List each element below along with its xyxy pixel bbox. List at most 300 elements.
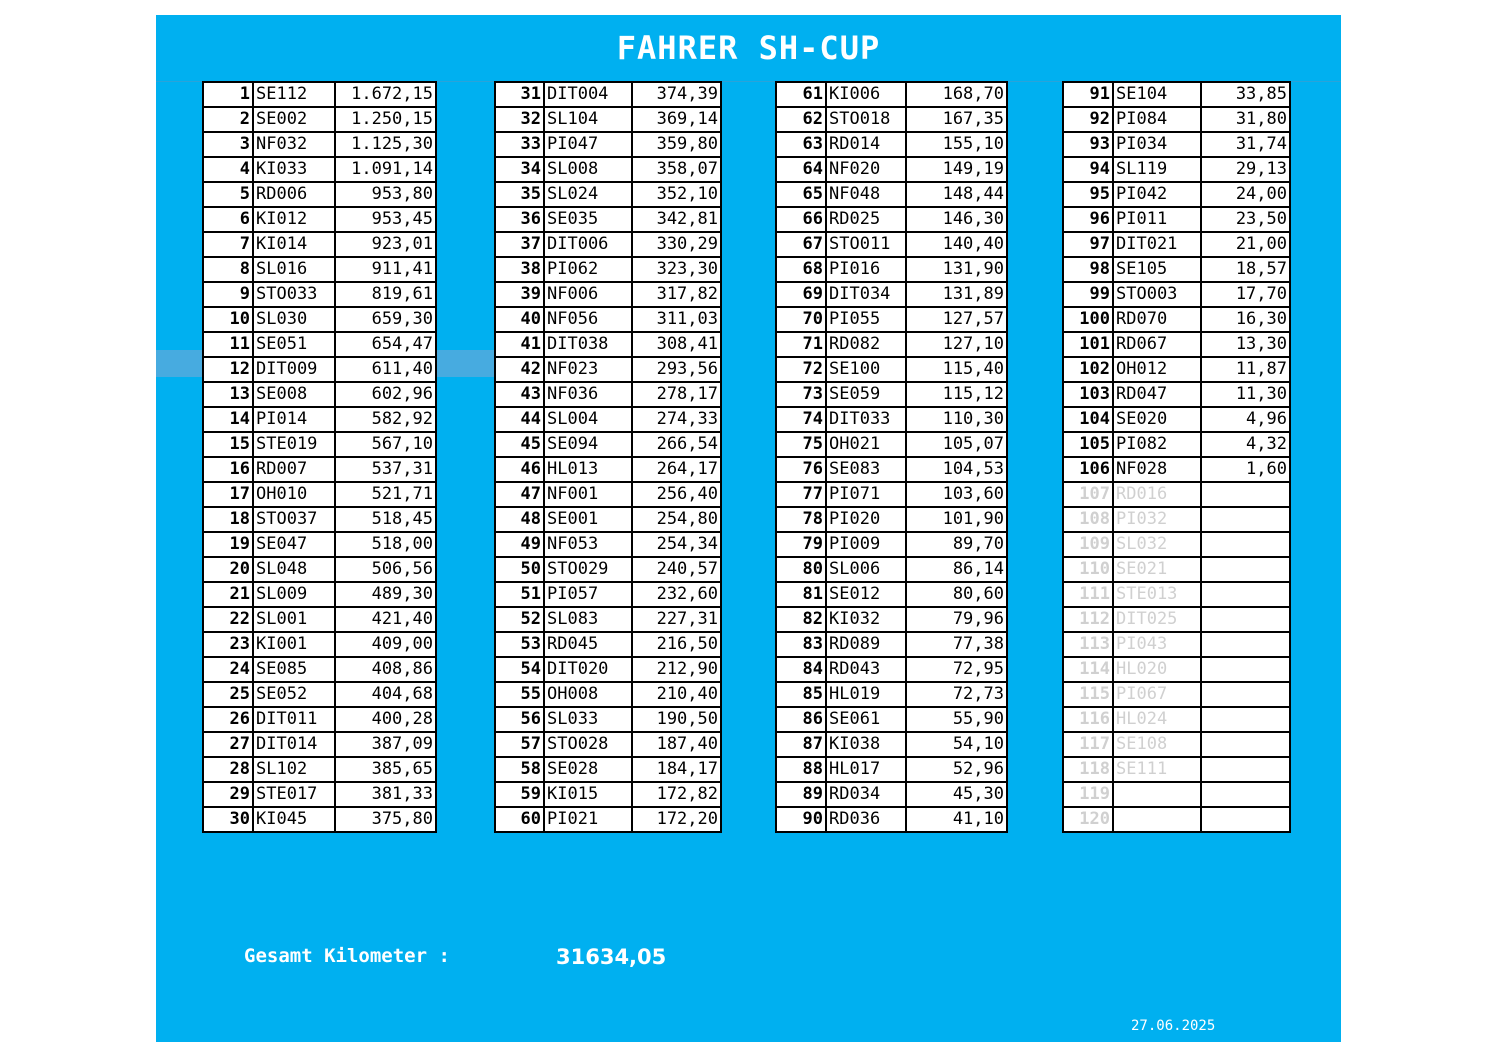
kilometer-cell: 567,10: [335, 432, 436, 457]
driver-code-cell: KI033: [253, 157, 335, 182]
table-row: [776, 407, 1007, 432]
rank-cell: 33: [495, 132, 544, 157]
driver-code-cell: NF048: [826, 182, 906, 207]
driver-code-cell: NF006: [544, 282, 632, 307]
rank-cell: 16: [203, 457, 253, 482]
rank-cell: 86: [776, 707, 826, 732]
rank-cell: 72: [776, 357, 826, 382]
rank-cell: 102: [1063, 357, 1113, 382]
kilometer-cell: 24,00: [1201, 182, 1290, 207]
kilometer-cell: 1.250,15: [335, 107, 436, 132]
driver-code-cell: PI011: [1113, 207, 1201, 232]
table-row: [495, 282, 721, 307]
ranking-table-1: [202, 81, 437, 833]
kilometer-cell: 105,07: [906, 432, 1007, 457]
rank-cell: 27: [203, 732, 253, 757]
table-row: [1063, 432, 1290, 457]
kilometer-cell: 54,10: [906, 732, 1007, 757]
driver-code-cell: NF023: [544, 357, 632, 382]
rank-cell: 97: [1063, 232, 1113, 257]
table-row: [203, 307, 436, 332]
kilometer-cell: 168,70: [906, 82, 1007, 107]
rank-cell: 83: [776, 632, 826, 657]
table-row: [1063, 657, 1290, 682]
rank-cell: 70: [776, 307, 826, 332]
rank-cell: 49: [495, 532, 544, 557]
standings-sheet: [156, 15, 1341, 1042]
driver-code-cell: RD082: [826, 332, 906, 357]
driver-code-cell: SL119: [1113, 157, 1201, 182]
table-row: [1063, 307, 1290, 332]
driver-code-cell: RD006: [253, 182, 335, 207]
rank-cell: 67: [776, 232, 826, 257]
table-row: [776, 207, 1007, 232]
kilometer-cell: 582,92: [335, 407, 436, 432]
kilometer-cell: 264,17: [632, 457, 721, 482]
driver-code-cell: RD036: [826, 807, 906, 832]
kilometer-cell: 31,74: [1201, 132, 1290, 157]
kilometer-cell: 210,40: [632, 682, 721, 707]
driver-code-cell: DIT021: [1113, 232, 1201, 257]
rank-cell: 21: [203, 582, 253, 607]
kilometer-cell: 13,30: [1201, 332, 1290, 357]
table-row: [776, 232, 1007, 257]
kilometer-cell: 342,81: [632, 207, 721, 232]
driver-code-cell: HL019: [826, 682, 906, 707]
table-row: [495, 232, 721, 257]
table-row: [495, 132, 721, 157]
driver-code-cell: RD014: [826, 132, 906, 157]
rank-cell: 1: [203, 82, 253, 107]
driver-code-cell: PI082: [1113, 432, 1201, 457]
driver-code-cell: SL024: [544, 182, 632, 207]
kilometer-cell: 148,44: [906, 182, 1007, 207]
driver-code-cell: SE028: [544, 757, 632, 782]
table-row: [776, 507, 1007, 532]
table-row: [203, 757, 436, 782]
rank-cell: 82: [776, 607, 826, 632]
ranking-table-4: [1062, 81, 1291, 833]
kilometer-cell: 31,80: [1201, 107, 1290, 132]
table-row: [776, 757, 1007, 782]
kilometer-cell: 115,12: [906, 382, 1007, 407]
table-row: [776, 732, 1007, 757]
rank-cell: 59: [495, 782, 544, 807]
rank-cell: 46: [495, 457, 544, 482]
rank-cell: 106: [1063, 457, 1113, 482]
table-row: [495, 432, 721, 457]
driver-code-cell: PI071: [826, 482, 906, 507]
kilometer-cell: 29,13: [1201, 157, 1290, 182]
kilometer-cell: [1201, 582, 1290, 607]
rank-cell: 61: [776, 82, 826, 107]
kilometer-cell: [1201, 657, 1290, 682]
rank-cell: 5: [203, 182, 253, 207]
driver-code-cell: NF020: [826, 157, 906, 182]
table-row: [495, 532, 721, 557]
kilometer-cell: 110,30: [906, 407, 1007, 432]
kilometer-cell: 127,57: [906, 307, 1007, 332]
kilometer-cell: 104,53: [906, 457, 1007, 482]
driver-code-cell: HL020: [1113, 657, 1201, 682]
kilometer-cell: [1201, 807, 1290, 832]
kilometer-cell: 103,60: [906, 482, 1007, 507]
driver-code-cell: SE111: [1113, 757, 1201, 782]
driver-code-cell: NF001: [544, 482, 632, 507]
table-row: [203, 507, 436, 532]
kilometer-cell: 33,85: [1201, 82, 1290, 107]
rank-cell: 85: [776, 682, 826, 707]
driver-code-cell: DIT006: [544, 232, 632, 257]
driver-code-cell: DIT033: [826, 407, 906, 432]
driver-code-cell: NF028: [1113, 457, 1201, 482]
driver-code-cell: SE008: [253, 382, 335, 407]
rank-cell: 75: [776, 432, 826, 457]
rank-cell: 51: [495, 582, 544, 607]
kilometer-cell: [1201, 782, 1290, 807]
rank-cell: 92: [1063, 107, 1113, 132]
rank-cell: 117: [1063, 732, 1113, 757]
table-row: [495, 557, 721, 582]
kilometer-cell: 1.672,15: [335, 82, 436, 107]
kilometer-cell: 654,47: [335, 332, 436, 357]
kilometer-cell: 187,40: [632, 732, 721, 757]
kilometer-cell: 4,96: [1201, 407, 1290, 432]
kilometer-cell: 21,00: [1201, 232, 1290, 257]
rank-cell: 39: [495, 282, 544, 307]
rank-cell: 73: [776, 382, 826, 407]
table-row: [776, 307, 1007, 332]
rank-cell: 119: [1063, 782, 1113, 807]
table-row: [495, 782, 721, 807]
rank-cell: 15: [203, 432, 253, 457]
rank-cell: 20: [203, 557, 253, 582]
table-row: [495, 607, 721, 632]
kilometer-cell: 72,95: [906, 657, 1007, 682]
kilometer-cell: 184,17: [632, 757, 721, 782]
table-row: [495, 807, 721, 832]
rank-cell: 74: [776, 407, 826, 432]
rank-cell: 96: [1063, 207, 1113, 232]
driver-code-cell: NF056: [544, 307, 632, 332]
driver-code-cell: DIT038: [544, 332, 632, 357]
table-row: [203, 82, 436, 107]
driver-code-cell: STO028: [544, 732, 632, 757]
table-row: [776, 157, 1007, 182]
rank-cell: 36: [495, 207, 544, 232]
table-row: [203, 107, 436, 132]
rank-cell: 50: [495, 557, 544, 582]
table-row: [1063, 207, 1290, 232]
driver-code-cell: RD067: [1113, 332, 1201, 357]
kilometer-cell: 323,30: [632, 257, 721, 282]
kilometer-cell: 400,28: [335, 707, 436, 732]
driver-code-cell: PI047: [544, 132, 632, 157]
kilometer-cell: 1.091,14: [335, 157, 436, 182]
rank-cell: 93: [1063, 132, 1113, 157]
table-row: [776, 807, 1007, 832]
table-row: [203, 657, 436, 682]
driver-code-cell: SL032: [1113, 532, 1201, 557]
driver-code-cell: NF032: [253, 132, 335, 157]
table-row: [776, 657, 1007, 682]
kilometer-cell: 11,87: [1201, 357, 1290, 382]
driver-code-cell: SE104: [1113, 82, 1201, 107]
table-row: [203, 457, 436, 482]
driver-code-cell: RD070: [1113, 307, 1201, 332]
rank-cell: 108: [1063, 507, 1113, 532]
kilometer-cell: 131,90: [906, 257, 1007, 282]
table-row: [776, 682, 1007, 707]
table-row: [1063, 82, 1290, 107]
driver-code-cell: RD089: [826, 632, 906, 657]
driver-code-cell: DIT011: [253, 707, 335, 732]
rank-cell: 101: [1063, 332, 1113, 357]
driver-code-cell: PI042: [1113, 182, 1201, 207]
driver-code-cell: SE094: [544, 432, 632, 457]
driver-code-cell: PI034: [1113, 132, 1201, 157]
kilometer-cell: 11,30: [1201, 382, 1290, 407]
driver-code-cell: OH012: [1113, 357, 1201, 382]
rank-cell: 47: [495, 482, 544, 507]
table-row: [776, 582, 1007, 607]
kilometer-cell: 131,89: [906, 282, 1007, 307]
rank-cell: 24: [203, 657, 253, 682]
table-row: [495, 632, 721, 657]
rank-cell: 25: [203, 682, 253, 707]
kilometer-cell: 278,17: [632, 382, 721, 407]
rank-cell: 68: [776, 257, 826, 282]
driver-code-cell: SE085: [253, 657, 335, 682]
rank-cell: 114: [1063, 657, 1113, 682]
kilometer-cell: 80,60: [906, 582, 1007, 607]
driver-code-cell: SE061: [826, 707, 906, 732]
driver-code-cell: [1113, 782, 1201, 807]
kilometer-cell: 819,61: [335, 282, 436, 307]
table-row: [1063, 807, 1290, 832]
table-row: [203, 207, 436, 232]
rank-cell: 65: [776, 182, 826, 207]
rank-cell: 14: [203, 407, 253, 432]
rank-cell: 63: [776, 132, 826, 157]
kilometer-cell: 16,30: [1201, 307, 1290, 332]
rank-cell: 60: [495, 807, 544, 832]
table-row: [203, 482, 436, 507]
driver-code-cell: PI043: [1113, 632, 1201, 657]
driver-code-cell: STO011: [826, 232, 906, 257]
rank-cell: 81: [776, 582, 826, 607]
driver-code-cell: SE001: [544, 507, 632, 532]
kilometer-cell: 404,68: [335, 682, 436, 707]
driver-code-cell: RD045: [544, 632, 632, 657]
driver-code-cell: SL006: [826, 557, 906, 582]
driver-code-cell: KI001: [253, 632, 335, 657]
table-row: [495, 332, 721, 357]
table-row: [495, 732, 721, 757]
driver-code-cell: RD043: [826, 657, 906, 682]
rank-cell: 109: [1063, 532, 1113, 557]
rank-cell: 111: [1063, 582, 1113, 607]
driver-code-cell: PI062: [544, 257, 632, 282]
driver-code-cell: DIT020: [544, 657, 632, 682]
driver-code-cell: PI009: [826, 532, 906, 557]
driver-code-cell: HL017: [826, 757, 906, 782]
table-row: [203, 357, 436, 382]
kilometer-cell: 41,10: [906, 807, 1007, 832]
table-row: [203, 632, 436, 657]
rank-cell: 87: [776, 732, 826, 757]
rank-cell: 3: [203, 132, 253, 157]
driver-code-cell: STO018: [826, 107, 906, 132]
table-row: [776, 482, 1007, 507]
kilometer-cell: 317,82: [632, 282, 721, 307]
rank-cell: 104: [1063, 407, 1113, 432]
table-row: [1063, 532, 1290, 557]
driver-code-cell: DIT004: [544, 82, 632, 107]
driver-code-cell: OH010: [253, 482, 335, 507]
rank-cell: 40: [495, 307, 544, 332]
driver-code-cell: SE020: [1113, 407, 1201, 432]
kilometer-cell: 146,30: [906, 207, 1007, 232]
kilometer-cell: 52,96: [906, 757, 1007, 782]
driver-code-cell: PI067: [1113, 682, 1201, 707]
rank-cell: 9: [203, 282, 253, 307]
table-row: [203, 807, 436, 832]
table-row: [203, 157, 436, 182]
driver-code-cell: PI016: [826, 257, 906, 282]
driver-code-cell: STO037: [253, 507, 335, 532]
driver-code-cell: NF053: [544, 532, 632, 557]
rank-cell: 110: [1063, 557, 1113, 582]
rank-cell: 120: [1063, 807, 1113, 832]
table-row: [776, 607, 1007, 632]
driver-code-cell: SL048: [253, 557, 335, 582]
table-row: [1063, 157, 1290, 182]
driver-code-cell: HL024: [1113, 707, 1201, 732]
table-row: [495, 157, 721, 182]
table-row: [203, 782, 436, 807]
kilometer-cell: [1201, 507, 1290, 532]
table-row: [1063, 507, 1290, 532]
rank-cell: 30: [203, 807, 253, 832]
driver-code-cell: DIT009: [253, 357, 335, 382]
driver-code-cell: SE012: [826, 582, 906, 607]
kilometer-cell: [1201, 707, 1290, 732]
kilometer-cell: 659,30: [335, 307, 436, 332]
table-row: [776, 382, 1007, 407]
table-row: [495, 457, 721, 482]
table-row: [203, 182, 436, 207]
kilometer-cell: 953,45: [335, 207, 436, 232]
table-row: [1063, 582, 1290, 607]
table-row: [1063, 557, 1290, 582]
kilometer-cell: 89,70: [906, 532, 1007, 557]
rank-cell: 37: [495, 232, 544, 257]
kilometer-cell: [1201, 532, 1290, 557]
kilometer-cell: [1201, 757, 1290, 782]
kilometer-cell: 227,31: [632, 607, 721, 632]
table-row: [1063, 782, 1290, 807]
driver-code-cell: SE035: [544, 207, 632, 232]
driver-code-cell: RD047: [1113, 382, 1201, 407]
table-row: [203, 557, 436, 582]
rank-cell: 32: [495, 107, 544, 132]
rank-cell: 99: [1063, 282, 1113, 307]
rank-cell: 80: [776, 557, 826, 582]
table-row: [495, 657, 721, 682]
rank-cell: 62: [776, 107, 826, 132]
table-row: [1063, 757, 1290, 782]
kilometer-cell: 4,32: [1201, 432, 1290, 457]
kilometer-cell: 518,45: [335, 507, 436, 532]
kilometer-cell: 77,38: [906, 632, 1007, 657]
table-row: [495, 307, 721, 332]
table-row: [776, 432, 1007, 457]
driver-code-cell: PI014: [253, 407, 335, 432]
kilometer-cell: 1.125,30: [335, 132, 436, 157]
driver-code-cell: SL102: [253, 757, 335, 782]
driver-code-cell: STE017: [253, 782, 335, 807]
kilometer-cell: [1201, 482, 1290, 507]
driver-code-cell: SE100: [826, 357, 906, 382]
table-row: [495, 507, 721, 532]
rank-cell: 78: [776, 507, 826, 532]
driver-code-cell: OH008: [544, 682, 632, 707]
rank-cell: 53: [495, 632, 544, 657]
rank-cell: 12: [203, 357, 253, 382]
kilometer-cell: 358,07: [632, 157, 721, 182]
driver-code-cell: SE051: [253, 332, 335, 357]
rank-cell: 22: [203, 607, 253, 632]
table-row: [776, 257, 1007, 282]
rank-cell: 10: [203, 307, 253, 332]
rank-cell: 69: [776, 282, 826, 307]
kilometer-cell: 521,71: [335, 482, 436, 507]
kilometer-cell: 79,96: [906, 607, 1007, 632]
rank-cell: 18: [203, 507, 253, 532]
print-date: 27.06.2025: [1131, 1018, 1216, 1034]
driver-code-cell: KI012: [253, 207, 335, 232]
table-row: [776, 107, 1007, 132]
table-row: [1063, 232, 1290, 257]
rank-cell: 11: [203, 332, 253, 357]
kilometer-cell: 611,40: [335, 357, 436, 382]
kilometer-cell: 232,60: [632, 582, 721, 607]
table-row: [495, 682, 721, 707]
table-row: [776, 132, 1007, 157]
rank-cell: 71: [776, 332, 826, 357]
driver-code-cell: SE047: [253, 532, 335, 557]
ranking-table-3: [775, 81, 1008, 833]
table-row: [203, 132, 436, 157]
rank-cell: 23: [203, 632, 253, 657]
driver-code-cell: DIT025: [1113, 607, 1201, 632]
table-row: [1063, 357, 1290, 382]
rank-cell: 91: [1063, 82, 1113, 107]
rank-cell: 98: [1063, 257, 1113, 282]
driver-code-cell: KI015: [544, 782, 632, 807]
table-row: [203, 582, 436, 607]
kilometer-cell: [1201, 732, 1290, 757]
table-row: [776, 332, 1007, 357]
rank-cell: 2: [203, 107, 253, 132]
total-label: Gesamt Kilometer :: [244, 945, 450, 967]
rank-cell: 58: [495, 757, 544, 782]
table-row: [1063, 407, 1290, 432]
kilometer-cell: 387,09: [335, 732, 436, 757]
table-row: [203, 432, 436, 457]
kilometer-cell: 359,80: [632, 132, 721, 157]
